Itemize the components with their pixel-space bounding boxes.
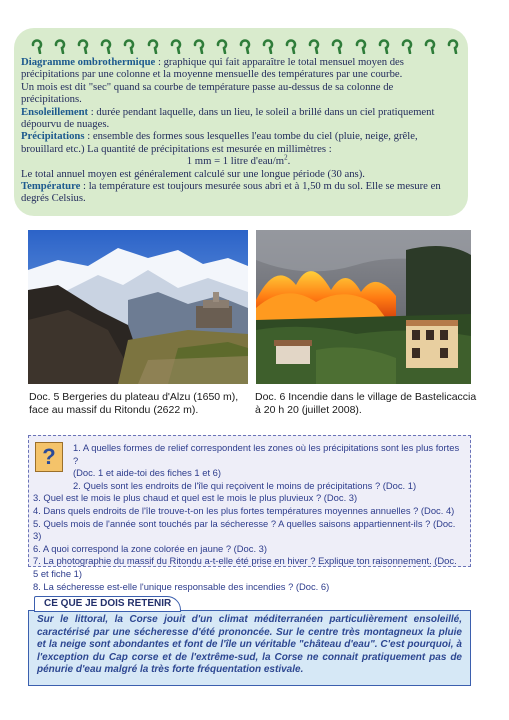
spiral-ring-icon — [169, 36, 183, 54]
glossary-term: Diagramme ombrothermique — [21, 56, 156, 68]
question-mark-icon: ? — [35, 442, 63, 472]
glossary-total-note: Le total annuel moyen est généralement calculé sur une longue période (30 ans). — [21, 167, 365, 180]
question-item: 3. Quel est le mois le plus chaud et quel est le mois le plus pluvieux ? (Doc. 3) — [33, 492, 358, 504]
spiral-ring-icon — [53, 36, 67, 54]
notebook-spirals — [30, 36, 460, 54]
spiral-ring-icon — [30, 36, 44, 54]
retain-box — [28, 610, 471, 686]
glossary-entry-ombrothermique — [21, 56, 456, 81]
question-item: 5. Quels mois de l'année sont touchés par la sécheresse ? A quelles saisons appartiennent-ils ? (Doc. 3) — [33, 517, 456, 542]
spiral-ring-icon — [377, 36, 391, 54]
glossary-term: Ensoleillement — [21, 105, 89, 118]
photo-caption-doc5: Doc. 5 Bergeries du plateau d'Alzu (1650 m), face au massif du Ritondu (2622 m). — [29, 391, 239, 416]
glossary-definition: : graphique qui fait apparaître le total mensuel moyen des précipitations par une colonne et la moyenne mensuelle des températures par une courbe. — [21, 56, 404, 81]
glossary-entry-mois-sec — [21, 81, 456, 106]
photo-doc5-alzu-ritondu — [28, 230, 248, 384]
question-item: 1. A quelles formes de relief correspondent les zones où les précipitations sont les plus fortes ? — [73, 442, 460, 466]
question-item: 4. Dans quels endroits de l'île trouve-t-on les plus fortes températures moyennes annuelles ? (Doc. 4) — [33, 504, 455, 516]
spiral-ring-icon — [446, 36, 460, 54]
question-item: 6. A quoi correspond la zone colorée en jaune ? (Doc. 3) — [33, 542, 268, 554]
spiral-ring-icon — [99, 36, 113, 54]
glossary-definition: : ensemble des formes sous lesquelles l'eau tombe du ciel (pluie, neige, grêle, brouillard etc.) La quantité de précipitations est mesurée en millimètres : — [21, 130, 418, 155]
photo-doc6-incendie — [256, 230, 471, 384]
spiral-ring-icon — [284, 36, 298, 54]
glossary-formula — [21, 155, 456, 167]
question-item: 7. La photographie du massif du Ritondu a-t-elle été prise en hiver ? Explique ton raisonnement. (Doc. 5 et fiche 1) — [33, 555, 457, 579]
spiral-ring-icon — [215, 36, 229, 54]
spiral-ring-icon — [330, 36, 344, 54]
photo-caption-doc6: Doc. 6 Incendie dans le village de Bastelicaccia à 20 h 20 (juillet 2008). — [255, 391, 477, 416]
spiral-ring-icon — [146, 36, 160, 54]
spiral-ring-icon — [122, 36, 136, 54]
spiral-ring-icon — [238, 36, 252, 54]
spiral-ring-icon — [192, 36, 206, 54]
spiral-ring-icon — [76, 36, 90, 54]
glossary-term: Précipitations — [21, 130, 85, 143]
spiral-ring-icon — [307, 36, 321, 54]
glossary-box — [14, 28, 468, 216]
spiral-ring-icon — [400, 36, 414, 54]
spiral-ring-icon — [423, 36, 437, 54]
glossary-entry-ensoleillement — [21, 106, 456, 131]
glossary-entry-temperature — [21, 180, 456, 205]
glossary-definition: : durée pendant laquelle, dans un lieu, le soleil a brillé dans un ciel pratiquement dépourvu de nuages. — [21, 105, 435, 131]
glossary-term: Température — [21, 180, 81, 193]
glossary-entry-precipitations — [21, 130, 456, 155]
formula-text: 1 mm = 1 litre d'eau/m — [186, 155, 285, 168]
formula-exponent: 2 — [284, 153, 288, 162]
retain-text: Sur le littoral, la Corse jouit d'un climat méditerranéen particulièrement ensoleillé, caractérisé par une sécheresse d'été prononcée. Sur le centre très montagneux la pluie et la neige sont abondantes et font de l'île un véritable "château d'eau". C'est pourquoi, à l'exception du Cap corse et de l'extrême-sud, la Corse ne connait pratiquement pas de pénurie d'eau malgré la très forte fréquentation estivale. — [37, 614, 462, 676]
fire-photo-image — [256, 230, 471, 384]
retain-heading: CE QUE JE DOIS RETENIR — [34, 596, 181, 612]
formula-end: . — [287, 155, 291, 168]
question-item: (Doc. 1 et aide-toi des fiches 1 et 6) — [73, 467, 221, 479]
spiral-ring-icon — [354, 36, 368, 54]
question-item: 2. Quels sont les endroits de l'île qui reçoivent le moins de précipitations ? (Doc. 1) — [73, 479, 417, 491]
questions-box — [28, 435, 471, 592]
mountain-photo-image — [28, 230, 248, 384]
question-item: 8. La sécheresse est-elle l'unique responsable des incendies ? (Doc. 6) — [33, 580, 330, 592]
spiral-ring-icon — [261, 36, 275, 54]
glossary-definition: Un mois est dit "sec" quand sa courbe de température passe au-dessus de sa colonne de précipitations. — [21, 80, 394, 106]
glossary-definition: : la température est toujours mesurée sous abri et à 1,50 m du sol. Elle se mesure en degrés Celsius. — [21, 180, 441, 205]
